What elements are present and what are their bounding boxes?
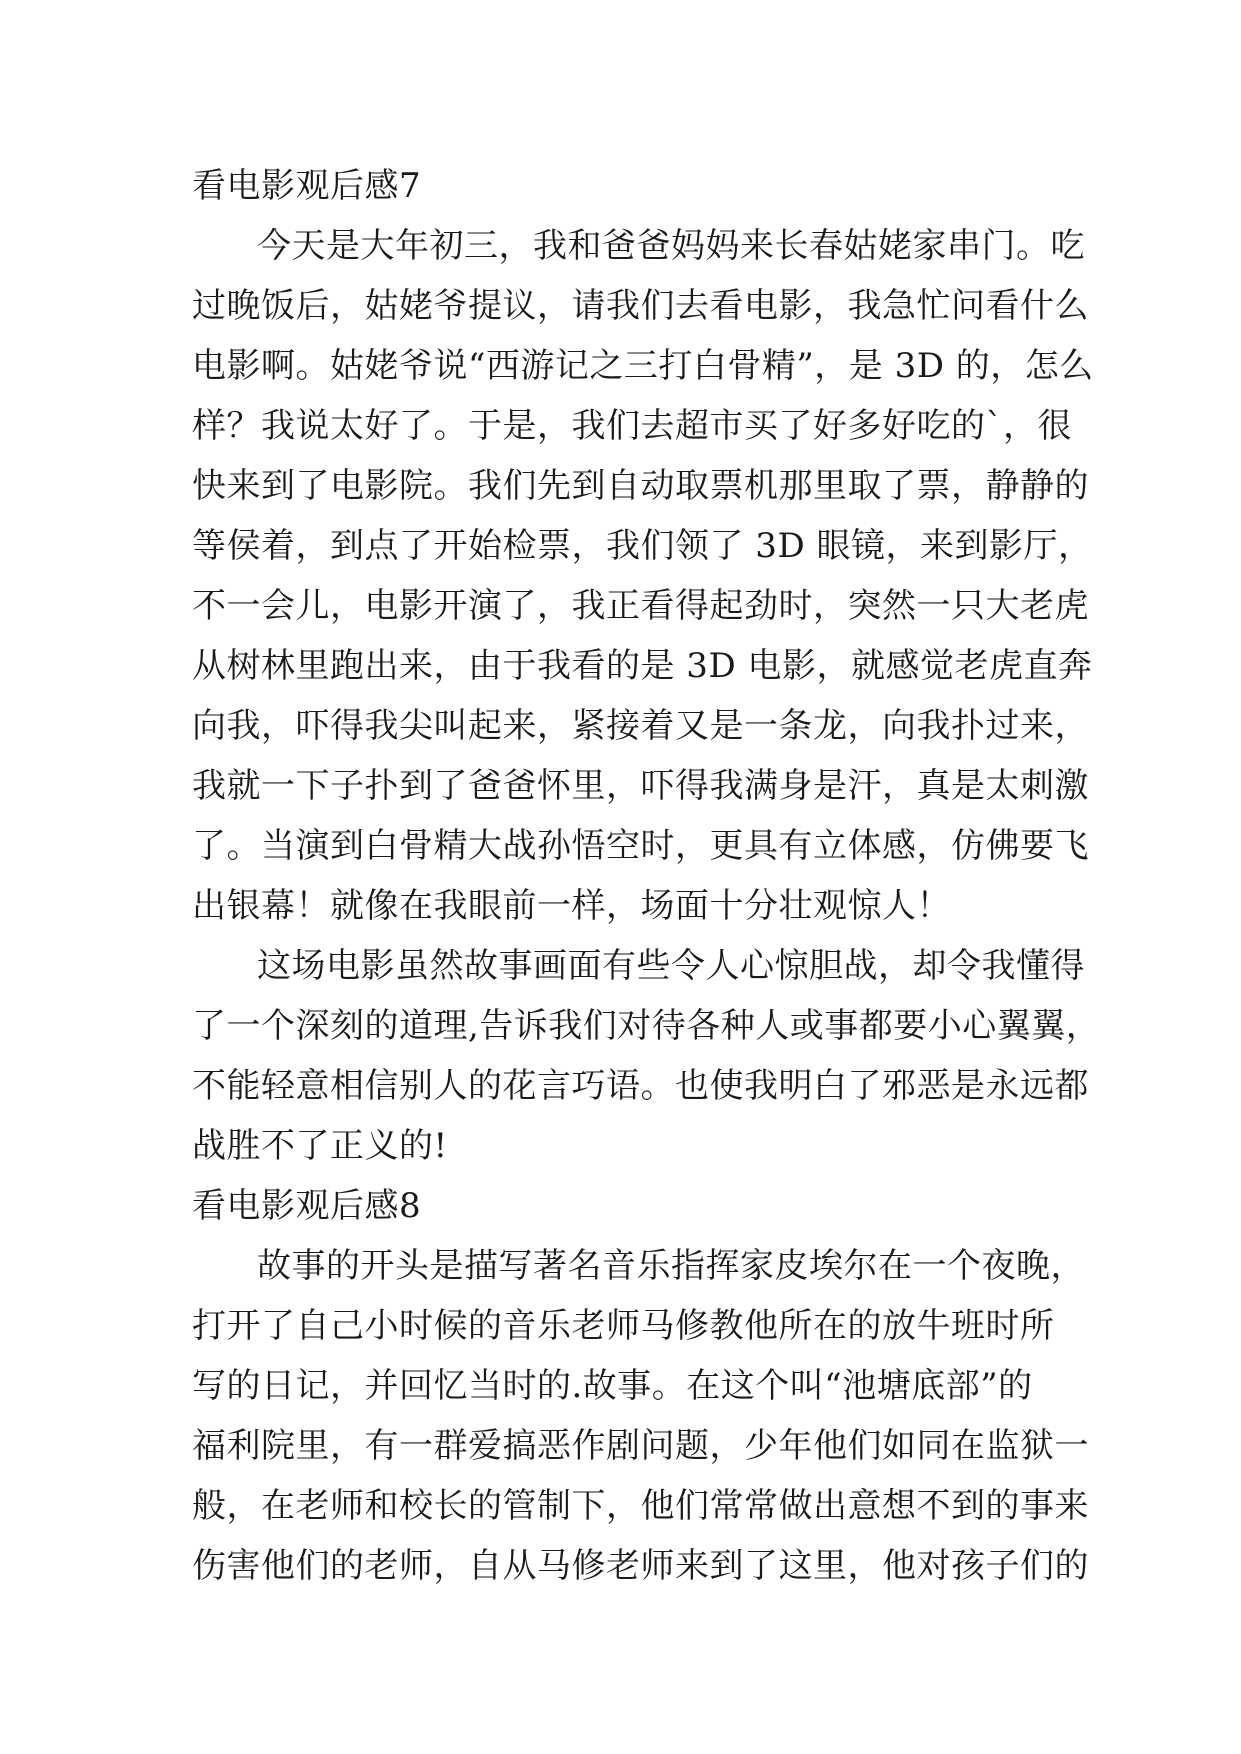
text-line: 般，在老师和校长的管制下，他们常常做出意想不到的事来 — [192, 1486, 1089, 1526]
text-line: 不能轻意相信别人的花言巧语。也使我明白了邪恶是永远都 — [192, 1066, 1089, 1106]
text-line: 了。当演到白骨精大战孙悟空时，更具有立体感，仿佛要飞 — [192, 826, 1089, 866]
text-line: 战胜不了正义的! — [192, 1126, 448, 1166]
text-line: 从树林里跑出来，由于我看的是 3D 电影，就感觉老虎直奔 — [192, 646, 1093, 686]
text-line: 样？我说太好了。于是，我们去超市买了好多好吃的`，很 — [192, 406, 1072, 446]
text-line: 了一个深刻的道理,告诉我们对待各种人或事都要小心翼翼， — [192, 1006, 1101, 1046]
section-title: 看电影观后感7 — [192, 166, 422, 206]
section-title: 看电影观后感8 — [192, 1186, 422, 1226]
text-line: 打开了自己小时候的音乐老师马修教他所在的放牛班时所 — [192, 1306, 1055, 1346]
text-line: 电影啊。姑姥爷说“西游记之三打白骨精”，是 3D 的，怎么 — [192, 346, 1094, 386]
text-line: 向我，吓得我尖叫起来，紧接着又是一条龙，向我扑过来， — [192, 706, 1089, 746]
text-line: 等侯着，到点了开始检票，我们领了 3D 眼镜，来到影厅， — [192, 526, 1093, 566]
text-line: 过晚饭后，姑姥爷提议，请我们去看电影，我急忙问看什么 — [192, 286, 1089, 326]
text-line: 今天是大年初三，我和爸爸妈妈来长春姑姥家串门。吃 — [257, 226, 1085, 266]
text-line: 这场电影虽然故事画面有些令人心惊胆战，却令我懂得 — [257, 946, 1085, 986]
text-line: 出银幕！就像在我眼前一样，场面十分壮观惊人！ — [192, 886, 951, 926]
text-line: 伤害他们的老师，自从马修老师来到了这里，他对孩子们的 — [192, 1546, 1089, 1586]
text-line: 我就一下子扑到了爸爸怀里，吓得我满身是汗，真是太刺激 — [192, 766, 1089, 806]
text-line: 写的日记，并回忆当时的.故事。在这个叫“池塘底部”的 — [192, 1366, 1033, 1406]
text-line: 福利院里，有一群爱搞恶作剧问题，少年他们如同在监狱一 — [192, 1426, 1089, 1466]
text-line: 快来到了电影院。我们先到自动取票机那里取了票，静静的 — [192, 466, 1089, 506]
text-line: 不一会儿，电影开演了，我正看得起劲时，突然一只大老虎 — [192, 586, 1089, 626]
text-line: 故事的开头是描写著名音乐指挥家皮埃尔在一个夜晚， — [257, 1246, 1085, 1286]
